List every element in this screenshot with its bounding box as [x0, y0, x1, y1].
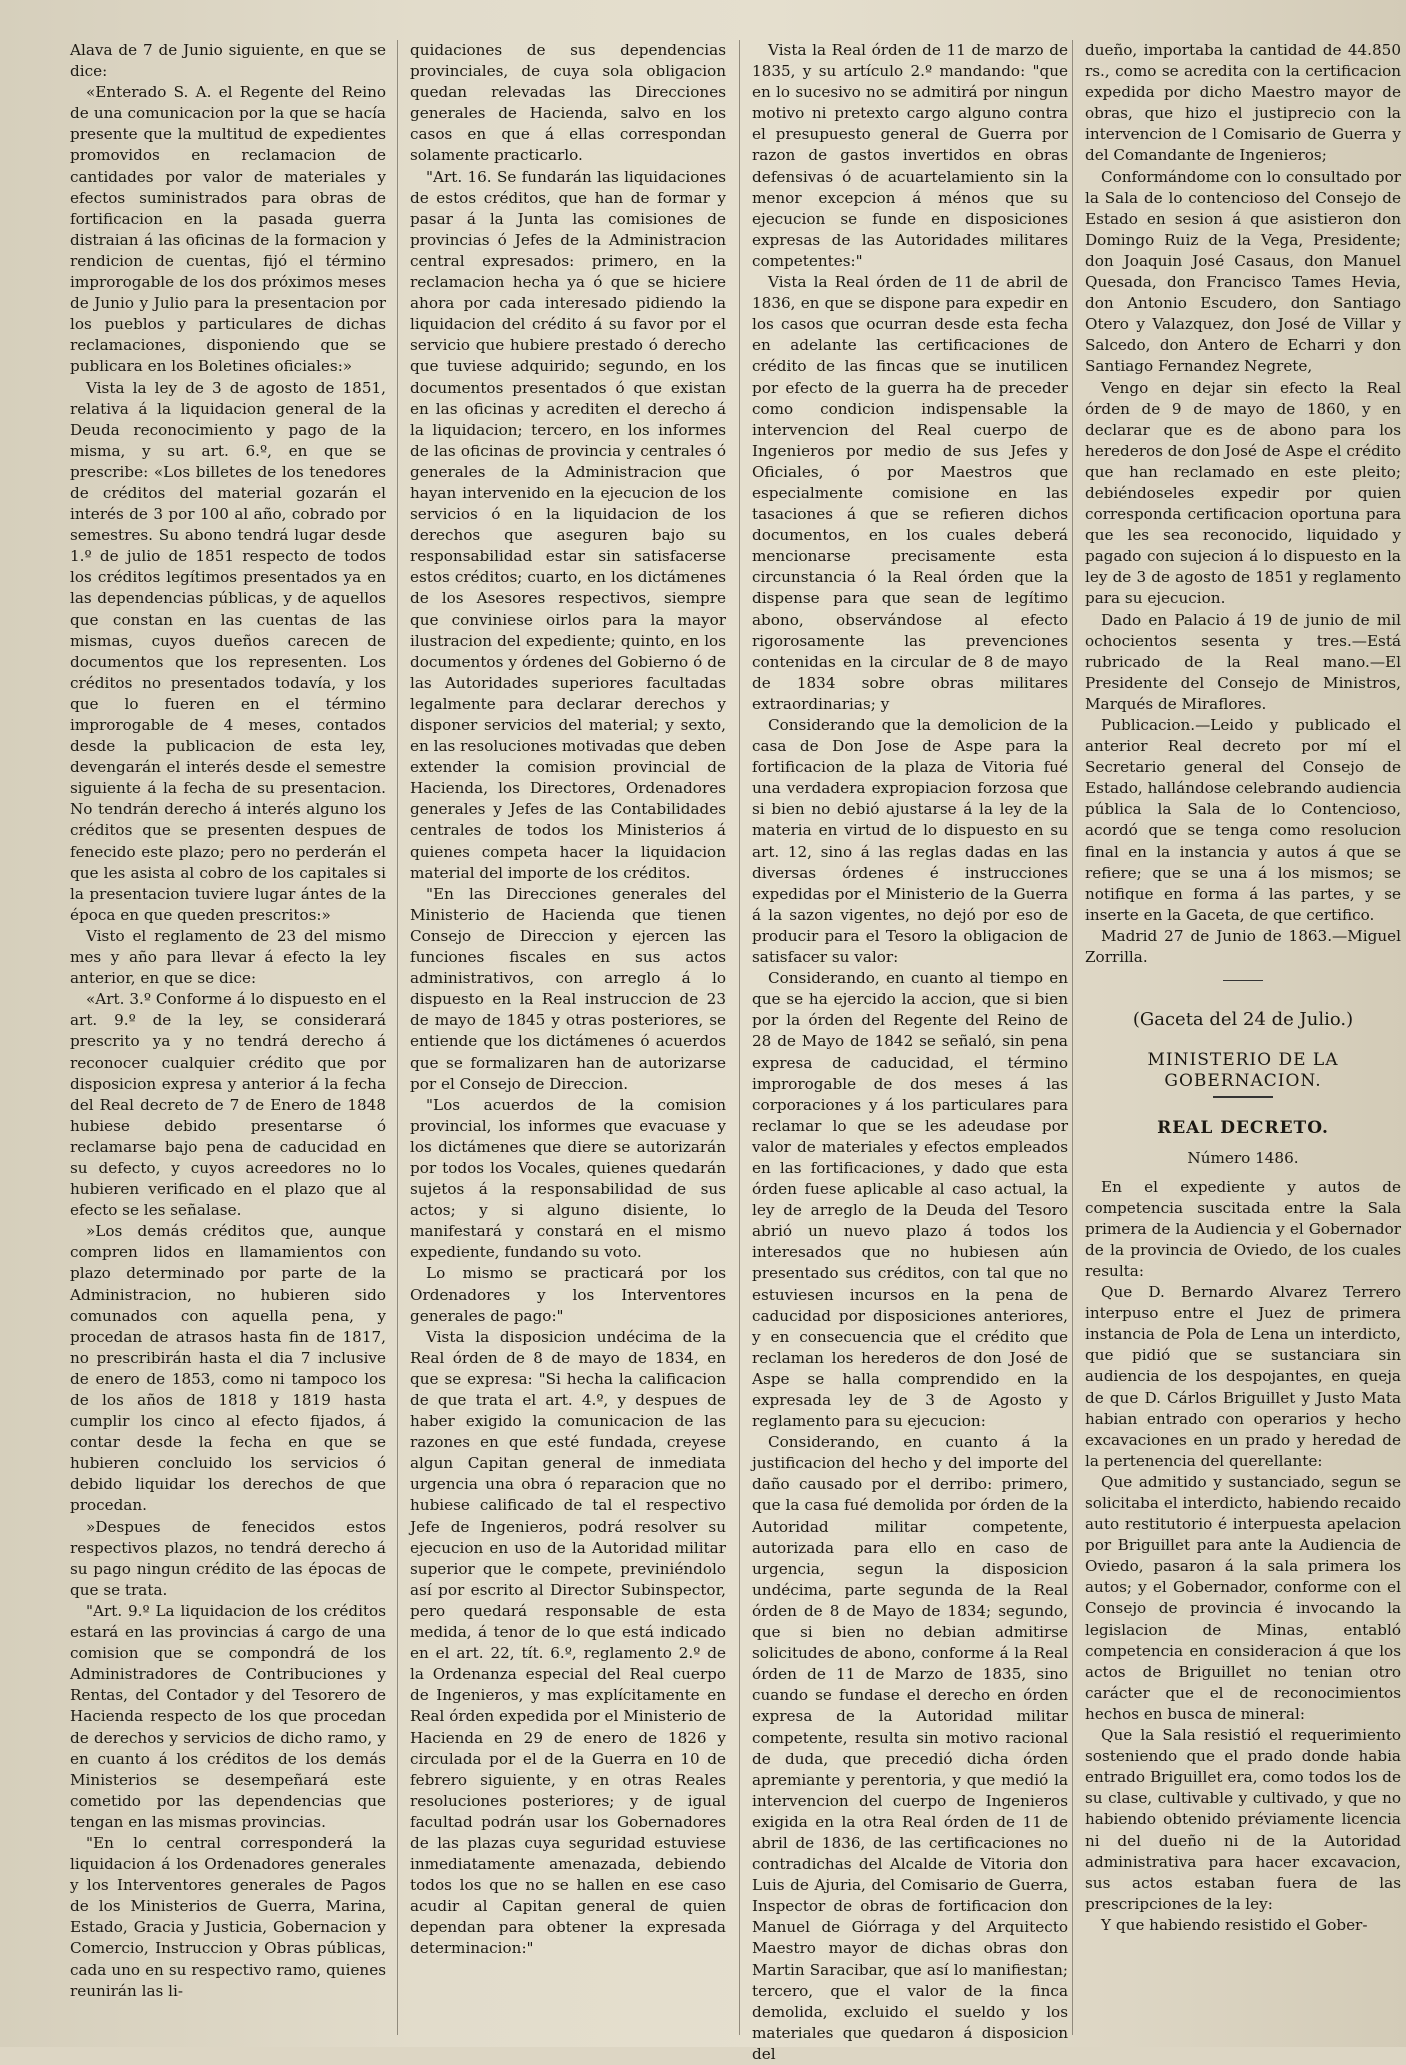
decree-paragraph: Que la Sala resistió el requerimiento sosteniendo que el prado donde habia entrado Briguillet era, como todos los de su clase, cultivable y cultivado, y que no habiendo obtenido préviamente licencia ni del dueño ni de la Autoridad administrativa para hacer excavacion, sus actos estaban fuera de las prescripciones de la ley: [1085, 1726, 1401, 1913]
gazette-note: (Gaceta del 24 de Julio.) [1132, 1009, 1354, 1031]
paragraph: Vista la ley de 3 de agosto de 1851, relativa á la liquidacion general de la Deuda reconocimiento y pago de la misma, y su art. 6.º, en que se prescribe: «Los billetes de los tenedores de créditos del material gozarán el interés de 3 por 100 al año, cobrado por semestres. Su abono tendrá lugar desde 1.º de julio de 1851 respecto de todos los créditos legítimos presentados ya en las dependencias públicas, y de aquellos que constan en las cuentas de las mismas, cuyos dueños carecen de documentos que los representen. Los créditos no presentados todavía, y los que lo fueren en el término improrogable de 4 meses, contados desde la publicacion de esta ley, devengarán el interés desde el semestre siguiente á la fecha de su presentacion. No tendrán derecho á interés alguno los créditos que se presenten despues de fenecido este plazo; pero no perderán el que les asista al cobro de los capitales si la presentacion tuviere lugar ántes de la época en que queden prescritos:» [70, 378, 386, 924]
paragraph: Alava de 7 de Junio siguiente, en que se dice: [70, 41, 386, 81]
decree-title: REAL DECRETO. [1157, 1118, 1329, 1139]
paragraph: Dado en Palacio á 19 de junio de mil ochocientos sesenta y tres.—Está rubricado de la Real mano.—El Presidente del Consejo de Ministros, Marqués de Miraflores. [1085, 610, 1401, 713]
section-divider [1223, 980, 1263, 981]
column-rule [739, 40, 740, 2035]
decree-paragraph: Y que habiendo resistido el Gober- [1101, 1915, 1368, 1934]
decree-number: Número 1486. [1187, 1148, 1299, 1167]
paragraph: »Los demás créditos que, aunque compren lidos en llamamientos con plazo determinado por parte de la Administracion, no hubieren sido comunados con aquella pena, y procedan de atrasos hasta fin de 1817, no prescribirán hasta el dia 7 inclusive de enero de 1853, como ni tampoco los de los años de 1818 y 1819 hasta cumplir los cinco al efecto fijados, á contar desde la fecha en que se hubieren concluido los servicios ó debido liquidar los derechos de que procedan. [70, 1222, 386, 1515]
paragraph: «Art. 3.º Conforme á lo dispuesto en el art. 9.º de la ley, se considerará prescrito ya y no tendrá derecho á reconocer cualquier crédito que por disposicion expresa y anterior á la fecha del Real decreto de 7 de Enero de 1848 hubiese debido presentarse ó reclamarse bajo pena de caducidad en su defecto, y cuyos acreedores no lo hubieren verificado en el plazo que al efecto se les señalase. [70, 990, 386, 1220]
paragraph: dueño, importaba la cantidad de 44.850 rs., como se acredita con la certificacion expedida por dicho Maestro mayor de obras, que hizo el justiprecio con la intervencion de l Comisario de Guerra y del Comandante de Ingenieros; [1085, 41, 1401, 165]
signature-line: Madrid 27 de Junio de 1863.—Miguel Zorrilla. [1085, 926, 1401, 967]
paragraph: "En lo central corresponderá la liquidacion á los Ordenadores generales y los Interventores generales de Pagos de los Ministerios de Guerra, Marina, Estado, Gracia y Justicia, Gobernacion y Comercio, Instruccion y Obras públicas, cada uno en su respectivo ramo, quienes reunirán las li- [70, 1833, 386, 2000]
decree-paragraph: Que admitido y sustanciado, segun se solicitaba el interdicto, habiendo recaido auto restitutorio é interpuesta apelacion por Briguillet para ante la Audiencia de Oviedo, pasaron á la sala primera los autos; y el Gobernador, conforme con el Consejo de provincia é invocando la legislacion de Minas, entabló competencia en consideracion á que los actos de Briguillet no tenian otro carácter que el de reconocimientos hechos en busca de mineral: [1085, 1472, 1401, 1723]
decree-paragraph: Que D. Bernardo Alvarez Terrero interpuso entre el Juez de primera instancia de Pola de Lena un interdicto, que pidió que se sustanciara sin audiencia de los despojantes, en queja de que D. Cárlos Briguillet y Justo Mata habian entrado con operarios y hecho excavaciones en un prado y heredad de la pertenencia del querellante: [1085, 1283, 1401, 1470]
paragraph: Conformándome con lo consultado por la Sala de lo contencioso del Consejo de Estado en sesion á que asistieron don Domingo Ruiz de la Vega, Presidente; don Joaquin José Casaus, don Manuel Quesada, don Francisco Tames Hevia, don Antonio Escudero, don Santiago Otero y Valazquez, don José de Villar y Salcedo, don Antero de Echarri y don Santiago Fernandez Negrete, [1085, 167, 1401, 376]
paragraph: »Despues de fenecidos estos respectivos plazos, no tendrá derecho á su pago ningun crédito de las épocas de que se trata. [70, 1517, 386, 1599]
column-rule [397, 40, 398, 2035]
paragraph: Vista la Real órden de 11 de abril de 1836, en que se dispone para expedir en los casos que ocurran desde esta fecha en adelante las certificaciones de crédito de las fincas que se inutilicen por efecto de la guerra ha de preceder como condicion indispensable la intervencion del Real cuerpo de Ingenieros por medio de sus Jefes y Oficiales, ó por Maestros que especialmente comisione en las tasaciones á que se refieren dichos documentos, en los cuales deberá mencionarse precisamente esta circunstancia ó la Real órden que la dispense para que sean de legítimo abono, observándose al efecto rigorosamente las prevenciones contenidas en la circular de 8 de mayo de 1834 sobre obras militares extraordinarias; y [752, 273, 1068, 713]
paragraph: «Enterado S. A. el Regente del Reino de una comunicacion por la que se hacía presente que la multitud de expedientes promovidos en reclamacion de cantidades por valor de materiales y efectos suministrados para obras de fortificacion en la pasada guerra distraian á las oficinas de la formacion y rendicion de cuentas, fijó el término improrogable de los dos próximos meses de Junio y Julio para la presentacion por los pueblos y particulares de dichas reclamaciones, disponiendo que se publicara en los Boletines oficiales:» [70, 83, 386, 376]
paragraph: "En las Direcciones generales del Ministerio de Hacienda que tienen Consejo de Direccion y ejercen las funciones fiscales en sus actos administrativos, con arreglo á lo dispuesto en la Real instruccion de 23 de mayo de 1845 y otras posteriores, se entiende que los dictámenes ó acuerdos que se formalizaren han de autorizarse por el Consejo de Direccion. [410, 884, 726, 1093]
paragraph: "Los acuerdos de la comision provincial, los informes que evacuase y los dictámenes que diere se autorizarán por todos los Vocales, quienes quedarán sujetos á la responsabilidad de sus actos; y si alguno disiente, lo manifestará y constará en el mismo expediente, fundando su voto. [410, 1095, 726, 1262]
column-rule [1072, 40, 1073, 2035]
decree-paragraph: En el expediente y autos de competencia suscitada entre la Sala primera de la Audiencia y el Gobernador de la provincia de Oviedo, de los cuales resulta: [1085, 1177, 1401, 1280]
heading-divider [1213, 1096, 1273, 1098]
column-2 [410, 40, 726, 2035]
paragraph: quidaciones de sus dependencias provinciales, de cuya sola obligacion quedan relevadas las Direcciones generales de Hacienda, salvo en los casos en que á ellas correspondan solamente practicarlo. [410, 41, 726, 165]
paragraph: Vista la Real órden de 11 de marzo de 1835, y su artículo 2.º mandando: "que en lo sucesivo no se admitirá por ningun motivo ni pretexto cargo alguno contra el presupuesto general de Guerra por razon de gastos invertidos en obras defensivas ó de acuartelamiento sin la menor excepcion á ménos que su ejecucion se funde en disposiciones expresas de las Autoridades militares competentes:" [752, 41, 1068, 270]
paragraph: Considerando, en cuanto á la justificacion del hecho y del importe del daño causado por el derribo: primero, que la casa fué demolida por órden de la Autoridad militar competente, autorizada para ello en caso de urgencia, segun la disposicion undécima, parte segunda de la Real órden de 8 de Mayo de 1834; segundo, que si bien no debian admitirse solicitudes de abono, conforme á la Real órden de 11 de Marzo de 1835, sino cuando se fundase el derecho en órden expresa de la Autoridad militar competente, resulta sin motivo racional de duda, que precedió dicha órden apremiante y perentoria, y que medió la intervencion del cuerpo de Ingenieros exigida en la otra Real órden de 11 de abril de 1836, de las certificaciones no contradichas del Alcalde de Vitoria don Luis de Ajuria, del Comisario de Guerra, Inspector de obras de fortificacion don Manuel de Giórraga y del Arquitecto Maestro mayor de dichas obras don Martin Saracibar, que así lo manifiestan; tercero, que el valor de la finca demolida, excluido el sueldo y los materiales que quedaron á disposicion del [752, 1433, 1068, 2063]
paragraph: Lo mismo se practicará por los Ordenadores y los Interventores generales de pago:" [410, 1264, 726, 1325]
column-3 [752, 40, 1068, 2063]
paragraph: "Art. 9.º La liquidacion de los créditos estará en las provincias á cargo de una comision que se compondrá de los Administradores de Contribuciones y Rentas, del Contador y del Tesorero de Hacienda respecto de los que procedan de derechos y servicios de dicho ramo, y en cuanto á los créditos de los demás Ministerios se desempeñará este cometido por las dependencias que tengan en las mismas provincias. [70, 1601, 386, 1831]
paragraph: Considerando que la demolicion de la casa de Don Jose de Aspe para la fortificacion de la plaza de Vitoria fué una verdadera expropiacion forzosa que si bien no debió ajustarse á la ley de la materia en virtud de lo dispuesto en su art. 12, sino á las reglas dadas en las diversas órdenes é instrucciones expedidas por el Ministerio de la Guerra á la sazon vigentes, no dejó por eso de producir para el Tesoro la obligacion de satisfacer su valor: [752, 716, 1068, 967]
paragraph: Visto el reglamento de 23 del mismo mes y año para llevar á efecto la ley anterior, en que se dice: [70, 926, 386, 988]
column-4 [1085, 40, 1401, 2035]
column-1 [70, 40, 386, 2035]
paragraph: Considerando, en cuanto al tiempo en que se ha ejercido la accion, que si bien por la órden del Regente del Reino de 28 de Mayo de 1842 se señaló, sin pena expresa de caducidad, el término improrogable de dos meses á las corporaciones y á los particulares para reclamar lo que se les adeudase por valor de materiales y efectos empleados en las fortificaciones, y dado que esta órden fuese aplicable al caso actual, la ley de arreglo de la Deuda del Tesoro abrió un nuevo plazo á todos los interesados que no hubiesen aún presentado sus créditos, con tal que no estuviesen incursos en la pena de caducidad por disposiciones anteriores, y en consecuencia que el crédito que reclaman los herederos de don José de Aspe se halla comprendido en la expresada ley de 3 de Agosto y reglamento para su ejecucion: [752, 969, 1068, 1431]
paragraph: "Art. 16. Se fundarán las liquidaciones de estos créditos, que han de formar y pasar á la Junta las comisiones de provincias ó Jefes de la Administracion central expresados: primero, en la reclamacion hecha ya ó que se hiciere ahora por cada interesado pidiendo la liquidacion del crédito á su favor por el servicio que hubiere prestado ó derecho que tuviese adquirido; segundo, en los documentos presentados ó que existan en las oficinas y acrediten el derecho á la liquidacion; tercero, en los informes de las oficinas de provincia y centrales ó generales de la Administracion que hayan intervenido en la ejecucion de los servicios ó en la liquidacion de los derechos que aseguren bajo su responsabilidad estar sin satisfacerse estos créditos; cuarto, en los dictámenes de los Asesores respectivos, siempre que conviniese oirlos para la mayor ilustracion del expediente; quinto, en los documentos y órdenes del Gobierno ó de las Autoridades superiores facultadas legalmente para declarar derechos y disponer servicios del material; y sexto, en las resoluciones motivadas que deben extender la comision provincial de Hacienda, los Directores, Ordenadores generales y Jefes de las Contabilidades centrales de todos los Ministerios á quienes competa hacer la liquidacion material del importe de los créditos. [410, 167, 726, 882]
paragraph: Vengo en dejar sin efecto la Real órden de 9 de mayo de 1860, y en declarar que es de abono para los herederos de don José de Aspe el crédito que han reclamado en este pleito; debiéndoseles expedir por quien corresponda certificacion oportuna para que les sea reconocido, liquidado y pagado con sujecion á lo dispuesto en la ley de 3 de agosto de 1851 y reglamento para su ejecucion. [1085, 378, 1401, 608]
paragraph: Vista la disposicion undécima de la Real órden de 8 de mayo de 1834, en que se expresa: "Si hecha la calificacion de que trata el art. 4.º, y despues de haber exigido la comunicacion de las razones en que esté fundada, creyese algun Capitan general de inmediata urgencia una obra ó reparacion que no hubiese calificado de tal el respectivo Jefe de Ingenieros, podrá resolver su ejecucion en uso de la Autoridad militar superior que le compete, previniéndolo así por escrito al Director Subinspector, pero quedará responsable de esta medida, á tenor de lo que está indicado en el art. 22, tít. 6.º, reglamento 2.º de la Ordenanza especial del Real cuerpo de Ingenieros, y mas explícitamente en Real órden expedida por el Ministerio de Hacienda en 29 de enero de 1826 y circulada por el de la Guerra en 10 de febrero siguiente, y en otras Reales resoluciones posteriores; y de igual facultad podrán usar los Gobernadores de las plazas cuya seguridad estuviese inmediatamente amenazada, debiendo todos los que no se hallen en ese caso acudir al Capitan general de quien dependan para obtener la expresada determinacion:" [410, 1327, 726, 1958]
paragraph: Publicacion.—Leido y publicado el anterior Real decreto por mí el Secretario general del Consejo de Estado, hallándose celebrando audiencia pública la Sala de lo Contencioso, acordó que se tenga como resolucion final en la instancia y autos á que se refiere; que se una á los mismos; se notifique en forma á las partes, y se inserte en la Gaceta, de que certifico. [1085, 716, 1401, 924]
ministry-heading: MINISTERIO DE LA GOBERNACION. [1147, 1050, 1339, 1092]
